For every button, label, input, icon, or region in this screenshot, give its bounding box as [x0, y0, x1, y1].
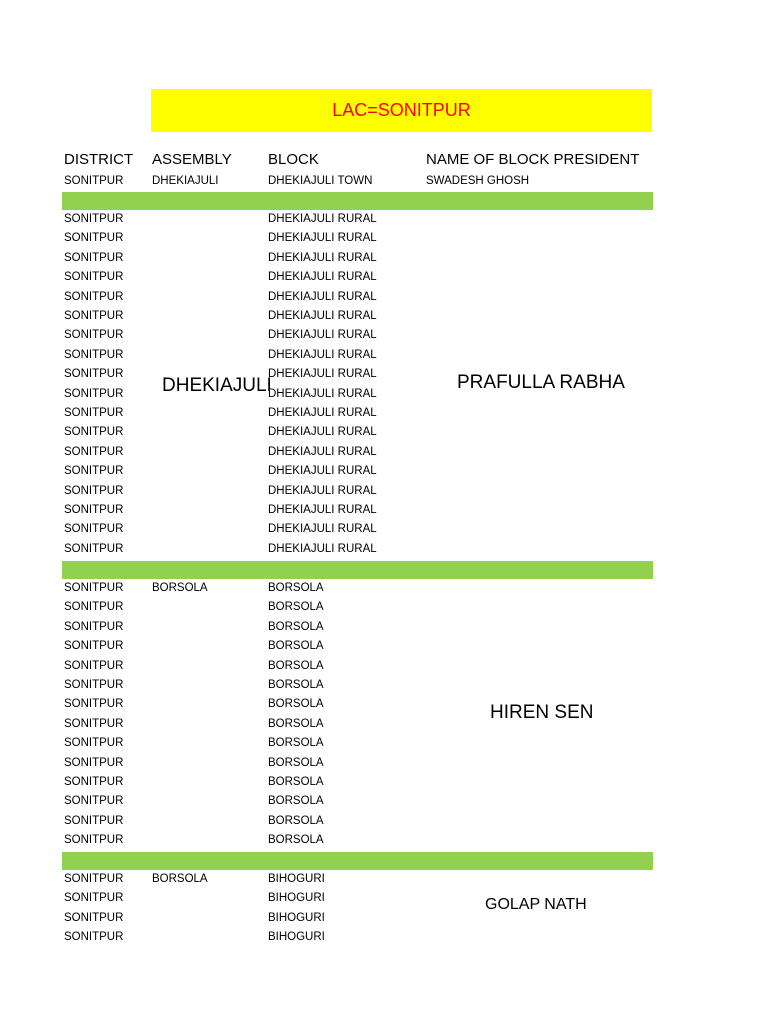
cell-district: SONITPUR	[64, 911, 124, 924]
cell-district: SONITPUR	[64, 814, 124, 827]
cell-district: SONITPUR	[64, 407, 124, 419]
cell-district: SONITPUR	[64, 232, 124, 245]
cell-block: BIHOGURI	[268, 892, 325, 905]
separator-bar	[62, 852, 653, 870]
cell-district: SONITPUR	[64, 795, 124, 808]
cell-block: DHEKIAJULI RURAL	[268, 523, 377, 536]
cell-district: SONITPUR	[64, 348, 124, 361]
cell-district: SONITPUR	[64, 756, 124, 769]
cell-district: SONITPUR	[64, 776, 124, 788]
first-row-president: SWADESH GHOSH	[426, 175, 530, 187]
cell-block: BORSOLA	[268, 737, 324, 750]
cell-block: DHEKIAJULI RURAL	[268, 290, 377, 303]
cell-block: BORSOLA	[268, 776, 324, 788]
cell-block: BORSOLA	[268, 756, 324, 769]
cell-district: SONITPUR	[64, 426, 124, 439]
cell-district: SONITPUR	[64, 737, 124, 750]
cell-district: SONITPUR	[64, 310, 124, 322]
header-district: DISTRICT	[64, 151, 134, 168]
title-banner	[151, 89, 652, 132]
cell-district: SONITPUR	[64, 290, 124, 303]
cell-district: SONITPUR	[64, 582, 124, 594]
cell-block: DHEKIAJULI RURAL	[268, 484, 377, 497]
cell-block: BIHOGURI	[268, 911, 325, 924]
cell-block: BORSOLA	[268, 814, 324, 827]
cell-block: DHEKIAJULI RURAL	[268, 232, 377, 245]
cell-block: BIHOGURI	[268, 931, 325, 944]
cell-block: BORSOLA	[268, 620, 324, 633]
cell-block: DHEKIAJULI RURAL	[268, 407, 377, 419]
cell-block: DHEKIAJULI RURAL	[268, 251, 377, 264]
cell-block: DHEKIAJULI RURAL	[268, 445, 377, 458]
cell-block: DHEKIAJULI RURAL	[268, 310, 377, 322]
cell-district: SONITPUR	[64, 504, 124, 516]
cell-president: HIREN SEN	[490, 702, 594, 724]
cell-district: SONITPUR	[64, 368, 124, 381]
cell-assembly: BORSOLA	[152, 873, 208, 885]
sheet-title: LAC=SONITPUR	[332, 100, 471, 120]
cell-district: SONITPUR	[64, 465, 124, 478]
first-row-assembly: DHEKIAJULI	[152, 175, 219, 187]
cell-block: BORSOLA	[268, 795, 324, 808]
cell-district: SONITPUR	[64, 271, 124, 284]
cell-district: SONITPUR	[64, 679, 124, 691]
cell-district: SONITPUR	[64, 251, 124, 264]
cell-block: BIHOGURI	[268, 873, 325, 885]
cell-district: SONITPUR	[64, 640, 124, 653]
cell-block: BORSOLA	[268, 582, 324, 594]
separator-bar	[62, 192, 653, 210]
cell-district: SONITPUR	[64, 329, 124, 342]
cell-block: BORSOLA	[268, 698, 324, 711]
cell-district: SONITPUR	[64, 931, 124, 944]
header-president: NAME OF BLOCK PRESIDENT	[426, 151, 640, 168]
first-row-district: SONITPUR	[64, 175, 124, 187]
cell-block: DHEKIAJULI RURAL	[268, 387, 377, 400]
cell-district: SONITPUR	[64, 445, 124, 458]
cell-block: BORSOLA	[268, 679, 324, 691]
cell-block: DHEKIAJULI RURAL	[268, 329, 377, 342]
cell-district: SONITPUR	[64, 484, 124, 497]
cell-district: SONITPUR	[64, 213, 124, 225]
cell-block: DHEKIAJULI RURAL	[268, 504, 377, 516]
cell-assembly-merged: DHEKIAJULI	[162, 374, 272, 396]
header-assembly: ASSEMBLY	[152, 151, 232, 168]
cell-block: DHEKIAJULI RURAL	[268, 271, 377, 284]
cell-district: SONITPUR	[64, 698, 124, 711]
cell-block: DHEKIAJULI RURAL	[268, 465, 377, 478]
cell-block: DHEKIAJULI RURAL	[268, 368, 377, 381]
separator-bar	[62, 561, 653, 579]
cell-block: DHEKIAJULI RURAL	[268, 348, 377, 361]
cell-district: SONITPUR	[64, 620, 124, 633]
cell-assembly: BORSOLA	[152, 582, 208, 594]
cell-district: SONITPUR	[64, 659, 124, 672]
cell-block: DHEKIAJULI RURAL	[268, 542, 377, 555]
cell-district: SONITPUR	[64, 387, 124, 400]
cell-block: BORSOLA	[268, 717, 324, 730]
cell-district: SONITPUR	[64, 523, 124, 536]
cell-block: DHEKIAJULI RURAL	[268, 426, 377, 439]
cell-district: SONITPUR	[64, 717, 124, 730]
cell-district: SONITPUR	[64, 542, 124, 555]
cell-block: BORSOLA	[268, 834, 324, 847]
cell-district: SONITPUR	[64, 601, 124, 614]
cell-block: DHEKIAJULI RURAL	[268, 213, 377, 225]
cell-district: SONITPUR	[64, 892, 124, 905]
header-block: BLOCK	[268, 151, 319, 168]
cell-district: SONITPUR	[64, 834, 124, 847]
cell-president: GOLAP NATH	[485, 896, 587, 914]
cell-block: BORSOLA	[268, 601, 324, 614]
cell-block: BORSOLA	[268, 640, 324, 653]
first-row-block: DHEKIAJULI TOWN	[268, 175, 373, 187]
cell-president: PRAFULLA RABHA	[457, 371, 625, 393]
cell-block: BORSOLA	[268, 659, 324, 672]
cell-district: SONITPUR	[64, 873, 124, 885]
